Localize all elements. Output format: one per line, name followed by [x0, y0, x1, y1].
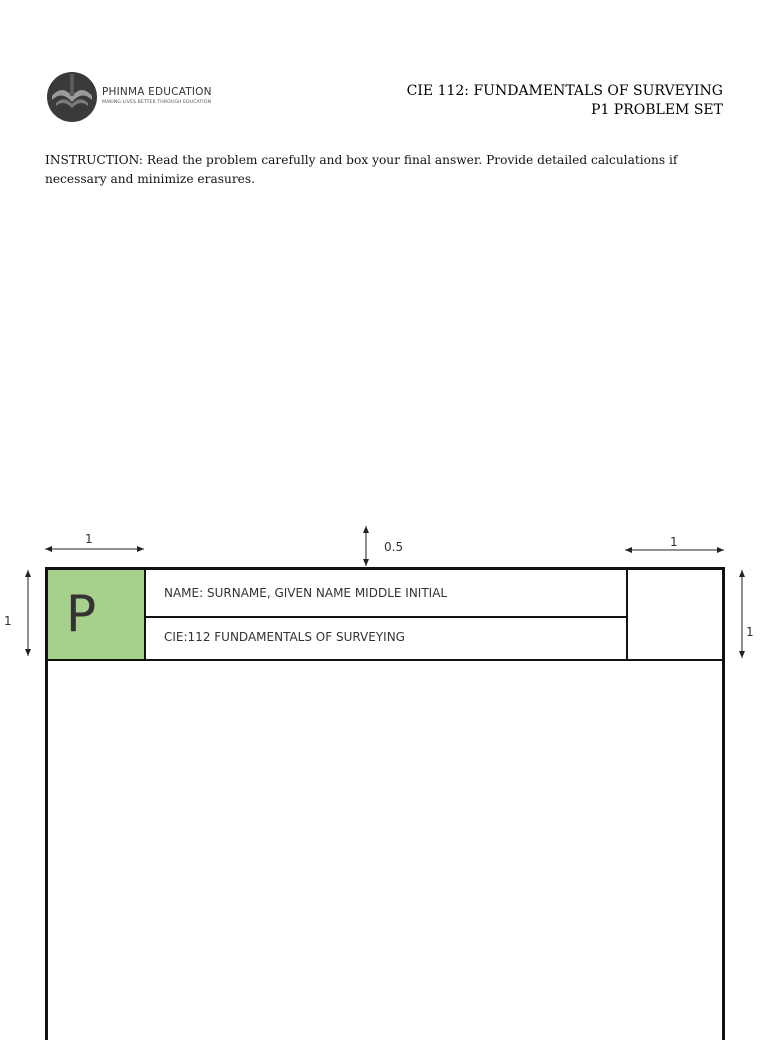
p-letter: P: [66, 585, 97, 643]
name-label: NAME: SURNAME, GIVEN NAME MIDDLE INITIAL: [164, 586, 448, 600]
right-height-label: 1: [746, 625, 754, 639]
sheet-header-divider: [48, 659, 722, 661]
p-box: [48, 570, 146, 661]
logo-name: PHINMA EDUCATION: [102, 86, 212, 98]
name-field[interactable]: [146, 570, 626, 618]
right-margin-label: 1: [670, 535, 678, 549]
left-margin-label: 1: [85, 532, 93, 546]
answer-sheet: [45, 567, 725, 1040]
top-margin-label: 0.5: [384, 540, 404, 554]
problem-set-title: P1 PROBLEM SET: [591, 102, 723, 118]
course-field[interactable]: [146, 618, 626, 661]
course-title: CIE 112: FUNDAMENTALS OF SURVEYING: [406, 83, 723, 99]
course-label: CIE:112 FUNDAMENTALS OF SURVEYING: [164, 630, 405, 644]
score-box[interactable]: [626, 570, 724, 661]
instruction-text: INSTRUCTION: Read the problem carefully and box your final answer. Provide detailed calculations if necessary and minimize erasures.: [45, 153, 678, 186]
logo-tagline: MAKING LIVES BETTER THROUGH EDUCATION: [102, 100, 212, 105]
left-height-label: 1: [4, 614, 12, 628]
